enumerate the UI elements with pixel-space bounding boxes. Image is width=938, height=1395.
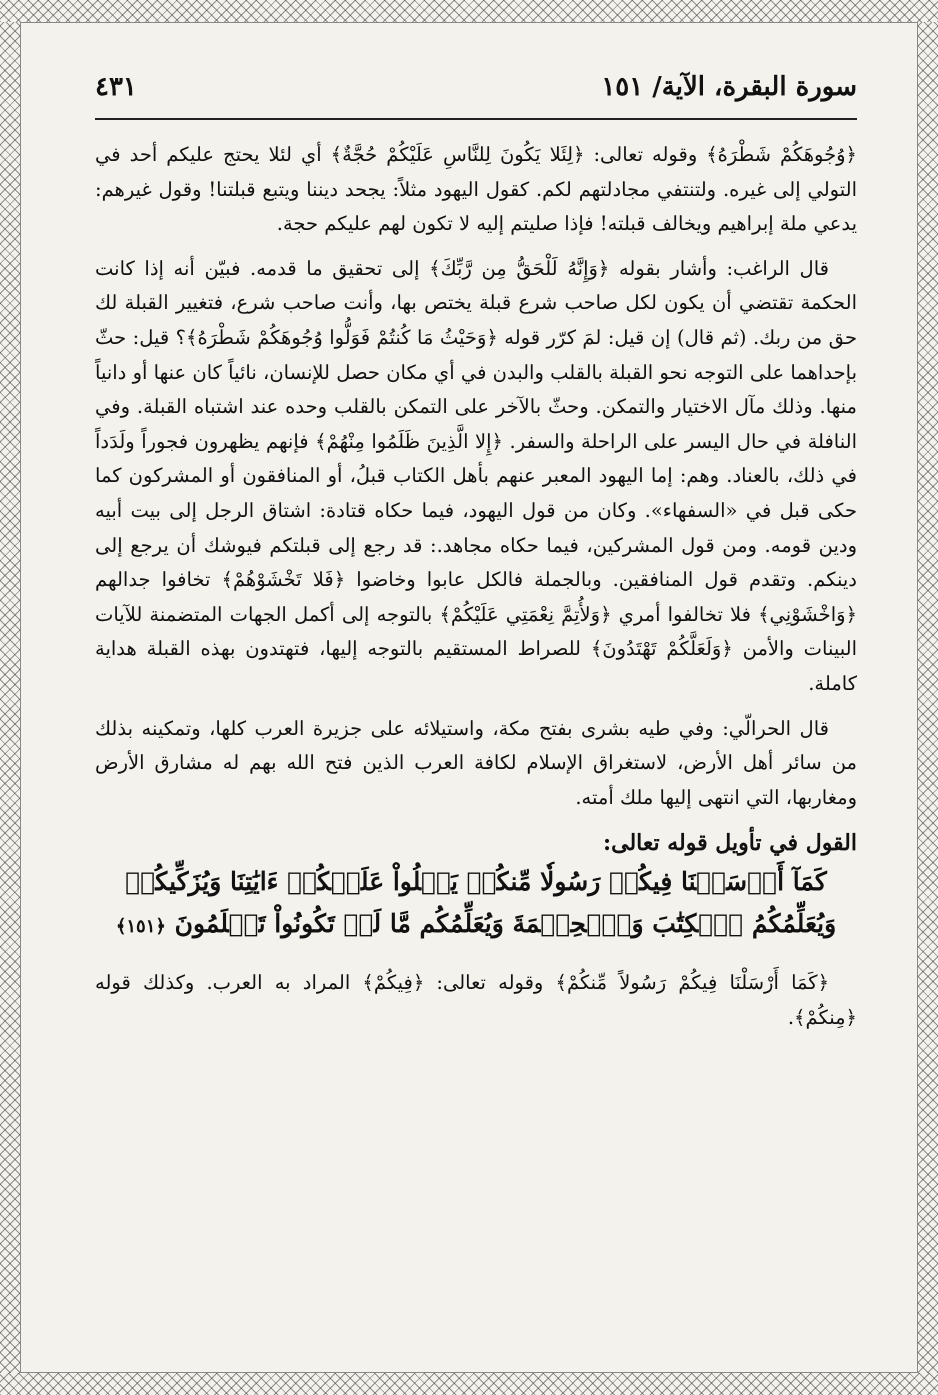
verse-line-2-text: وَيُعَلِّمُكُمُ ٱلۡكِتَٰبَ وَٱلۡحِكۡمَةَ وَيُعَلِّمُكُم مَّا لَمۡ تَكُونُواْ تَعۡلَمُونَ bbox=[174, 909, 837, 939]
page-body bbox=[95, 138, 857, 1045]
verse-line-1: كَمَآ أَرۡسَلۡنَا فِيكُمۡ رَسُولٗا مِّنكُمۡ يَتۡلُواْ عَلَيۡكُمۡ ءَايَٰتِنَا وَيُزَكِّيكُمۡ bbox=[125, 867, 827, 897]
running-title: سورة البقرة، الآية/ ١٥١ bbox=[601, 72, 857, 102]
header-rule bbox=[95, 118, 857, 120]
paragraph-final: ﴿كَمَا أَرْسَلْنَا فِيكُمْ رَسُولاً مِّنكُمْ﴾ وقوله تعالى: ﴿فِيكُمْ﴾ المراد به العرب. وكذلك قوله ﴿مِنكُمْ﴾. bbox=[95, 971, 857, 1029]
top-ornamental-border bbox=[0, 0, 938, 23]
page-number: ٤٣١ bbox=[95, 72, 137, 102]
quran-verse-block bbox=[95, 861, 857, 948]
section-heading: القول في تأويل قوله تعالى: bbox=[603, 830, 857, 857]
right-ornamental-border bbox=[917, 22, 938, 1373]
bottom-ornamental-border bbox=[0, 1372, 938, 1395]
paragraph-harali: قال الحرالّي: وفي طيه بشرى بفتح مكة، واستيلائه على جزيرة العرب كلها، وتمكينه بذلك من سائر أهل الأرض، لاستغراق الإسلام لكافة العرب الذين فتح الله بهم له مشارق الأرض ومغاربها، التي انتهى إليها ملك أمته. bbox=[95, 716, 857, 809]
verse-number: ﴿١٥١﴾ bbox=[115, 916, 166, 938]
paragraph-ragheb: قال الراغب: وأشار بقوله ﴿وَإِنَّهُ لَلْحَقُّ مِن رَّبِّكَ﴾ إلى تحقيق ما قدمه. فبيّن أنه إذا كانت الحكمة تقتضي أن يكون لكل صاحب شرع قبلة يختص بها، وأنت صاحب شرع، فتغيير القبلة لك حق من ربك. (ثم قال) إن قيل: لمَ كرّر قوله ﴿وَحَيْثُ مَا كُنتُمْ فَوَلُّوا وُجُوهَكُمْ شَطْرَهُ﴾؟ قيل: حثّ بإحداهما على التوجه نحو القبلة بالقلب والبدن في أي مكان حصل للإنسان، نائياً كان عنها أو دانياً منها. وذلك مآل الاختيار والتمكن. وحثّ بالآخر على التمكن بالقلب وحده عند اشتباه القبلة. وفي النافلة في حال اليسر على الراحلة والسفر. ﴿إِلا الَّذِينَ ظَلَمُوا مِنْهُمْ﴾ فإنهم يظهرون فجوراً ولَدَداً في ذلك، بالعناد. وهم: إما اليهود المعبر عنهم بأهل الكتاب قبلُ، أو المنافقون أو المشركون كما حكى قبل في «السفهاء». وكان من قول اليهود، فيما حكاه قتادة: اشتاق الرجل إلى بيت أبيه ودين قومه. ومن قول المشركين، فيما حكاه مجاهد.: قد رجع إلى قبلتكم فيوشك أن يرجع إلى دينكم. وتقدم قول المنافقين. وبالجملة فالكل عابوا وخاضوا ﴿فَلا تَخْشَوْهُمْ﴾ تخافوا جدالهم ﴿وَاخْشَوْنِي﴾ فلا تخالفوا أمري ﴿وَلأُتِمَّ نِعْمَتِي عَلَيْكُمْ﴾ بالتوجه إلى أكمل الجهات المتضمنة للآيات البينات والأمن ﴿وَلَعَلَّكُمْ تَهْتَدُونَ﴾ للصراط المستقيم بالتوجه إليها، فتهتدون بهذه القبلة هداية كاملة. bbox=[95, 256, 857, 695]
verse-line-2 bbox=[95, 903, 857, 948]
paragraph-1: ﴿وُجُوهَكُمْ شَطْرَهُ﴾ وقوله تعالى: ﴿لِئَلا يَكُونَ لِلنَّاسِ عَلَيْكُمْ حُجَّةٌ﴾ أي لئلا يحتج عليكم أحد في التولي إلى غيره. ولتنتفي مجادلتهم لكم. كقول اليهود مثلاً: يجحد ديننا ويتبع قبلتنا! وقول غيرهم: يدعي ملة إبراهيم ويخالف قبلته! فإذا صليتم إليه لا تكون لهم عليكم حجة. bbox=[95, 143, 857, 236]
left-ornamental-border bbox=[0, 22, 21, 1373]
page-header bbox=[95, 70, 857, 110]
